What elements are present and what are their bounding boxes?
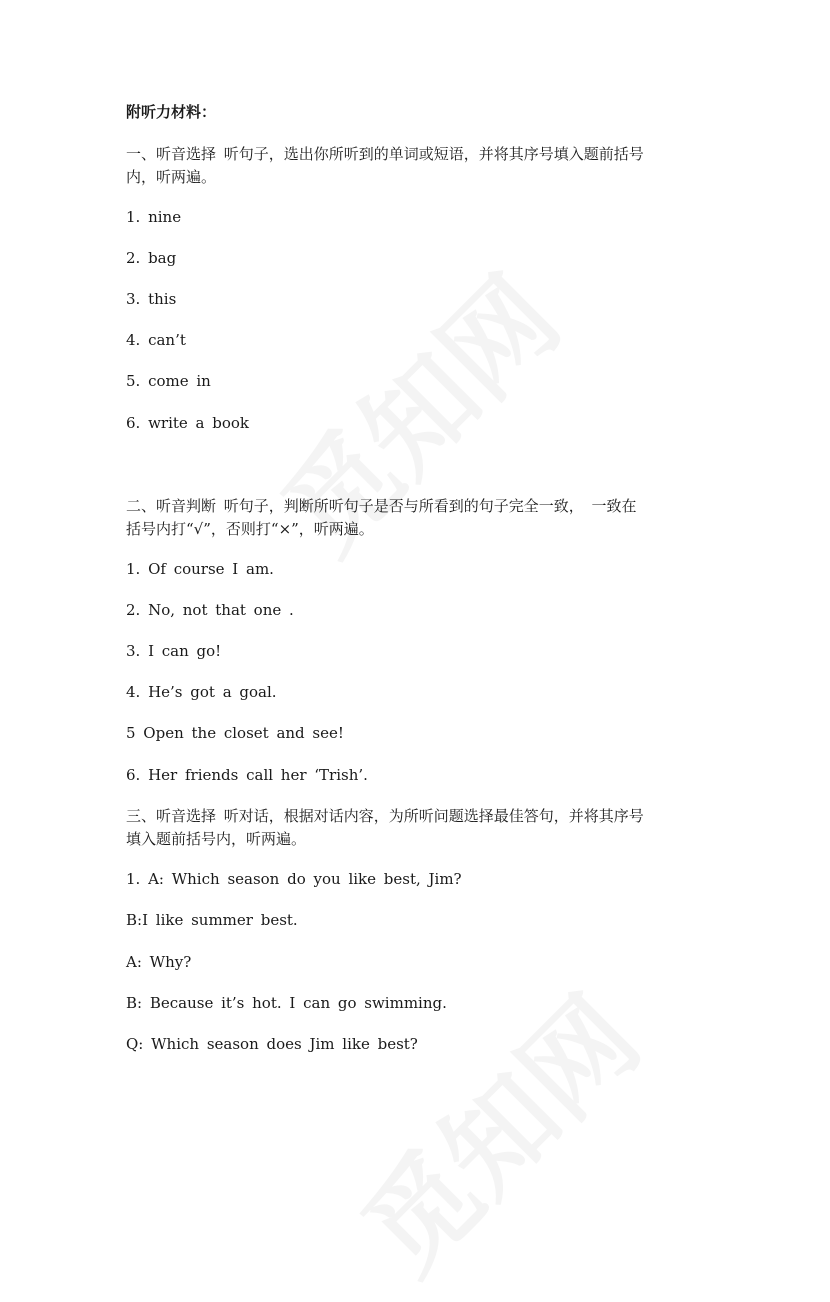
list-item: 1. nine xyxy=(126,208,182,226)
list-item: 5 Open the closet and see! xyxy=(126,724,344,742)
dialog-line: B:I like summer best. xyxy=(126,911,298,929)
list-item: 2. bag xyxy=(126,249,177,267)
dialog-line: 1. A: Which season do you like best, Jim? xyxy=(126,870,462,888)
page-title: 附听力材料： xyxy=(126,103,217,121)
list-item: 6. write a book xyxy=(126,414,250,432)
dialog-line: B: Because it’s hot. I can go swimming. xyxy=(126,994,447,1012)
dialog-line: A: Why? xyxy=(126,953,192,971)
list-item: 3. I can go! xyxy=(126,642,222,660)
list-item: 5. come in xyxy=(126,372,211,390)
section2-instruction: 二、听音判断 听句子，判断所听句子是否与所看到的句子完全一致， 一致在 xyxy=(126,497,637,515)
section1-instruction-cont: 内，听两遍。 xyxy=(126,168,217,186)
section2-instruction-cont: 括号内打“√”，否则打“×”，听两遍。 xyxy=(126,520,374,538)
dialog-line: Q: Which season does Jim like best? xyxy=(126,1035,418,1053)
section3-instruction: 三、听音选择 听对话，根据对话内容，为所听问题选择最佳答句，并将其序号 xyxy=(126,807,644,825)
list-item: 6. Her friends call her ‘Trish’. xyxy=(126,766,368,784)
list-item: 3. this xyxy=(126,290,177,308)
list-item: 1. Of course I am. xyxy=(126,560,274,578)
list-item: 2. No, not that one . xyxy=(126,601,294,619)
section3-instruction-cont: 填入题前括号内，听两遍。 xyxy=(126,830,307,848)
list-item: 4. can’t xyxy=(126,331,186,349)
list-item: 4. He’s got a goal. xyxy=(126,683,277,701)
section1-instruction: 一、听音选择 听句子，选出你所听到的单词或短语，并将其序号填入题前括号 xyxy=(126,145,644,163)
